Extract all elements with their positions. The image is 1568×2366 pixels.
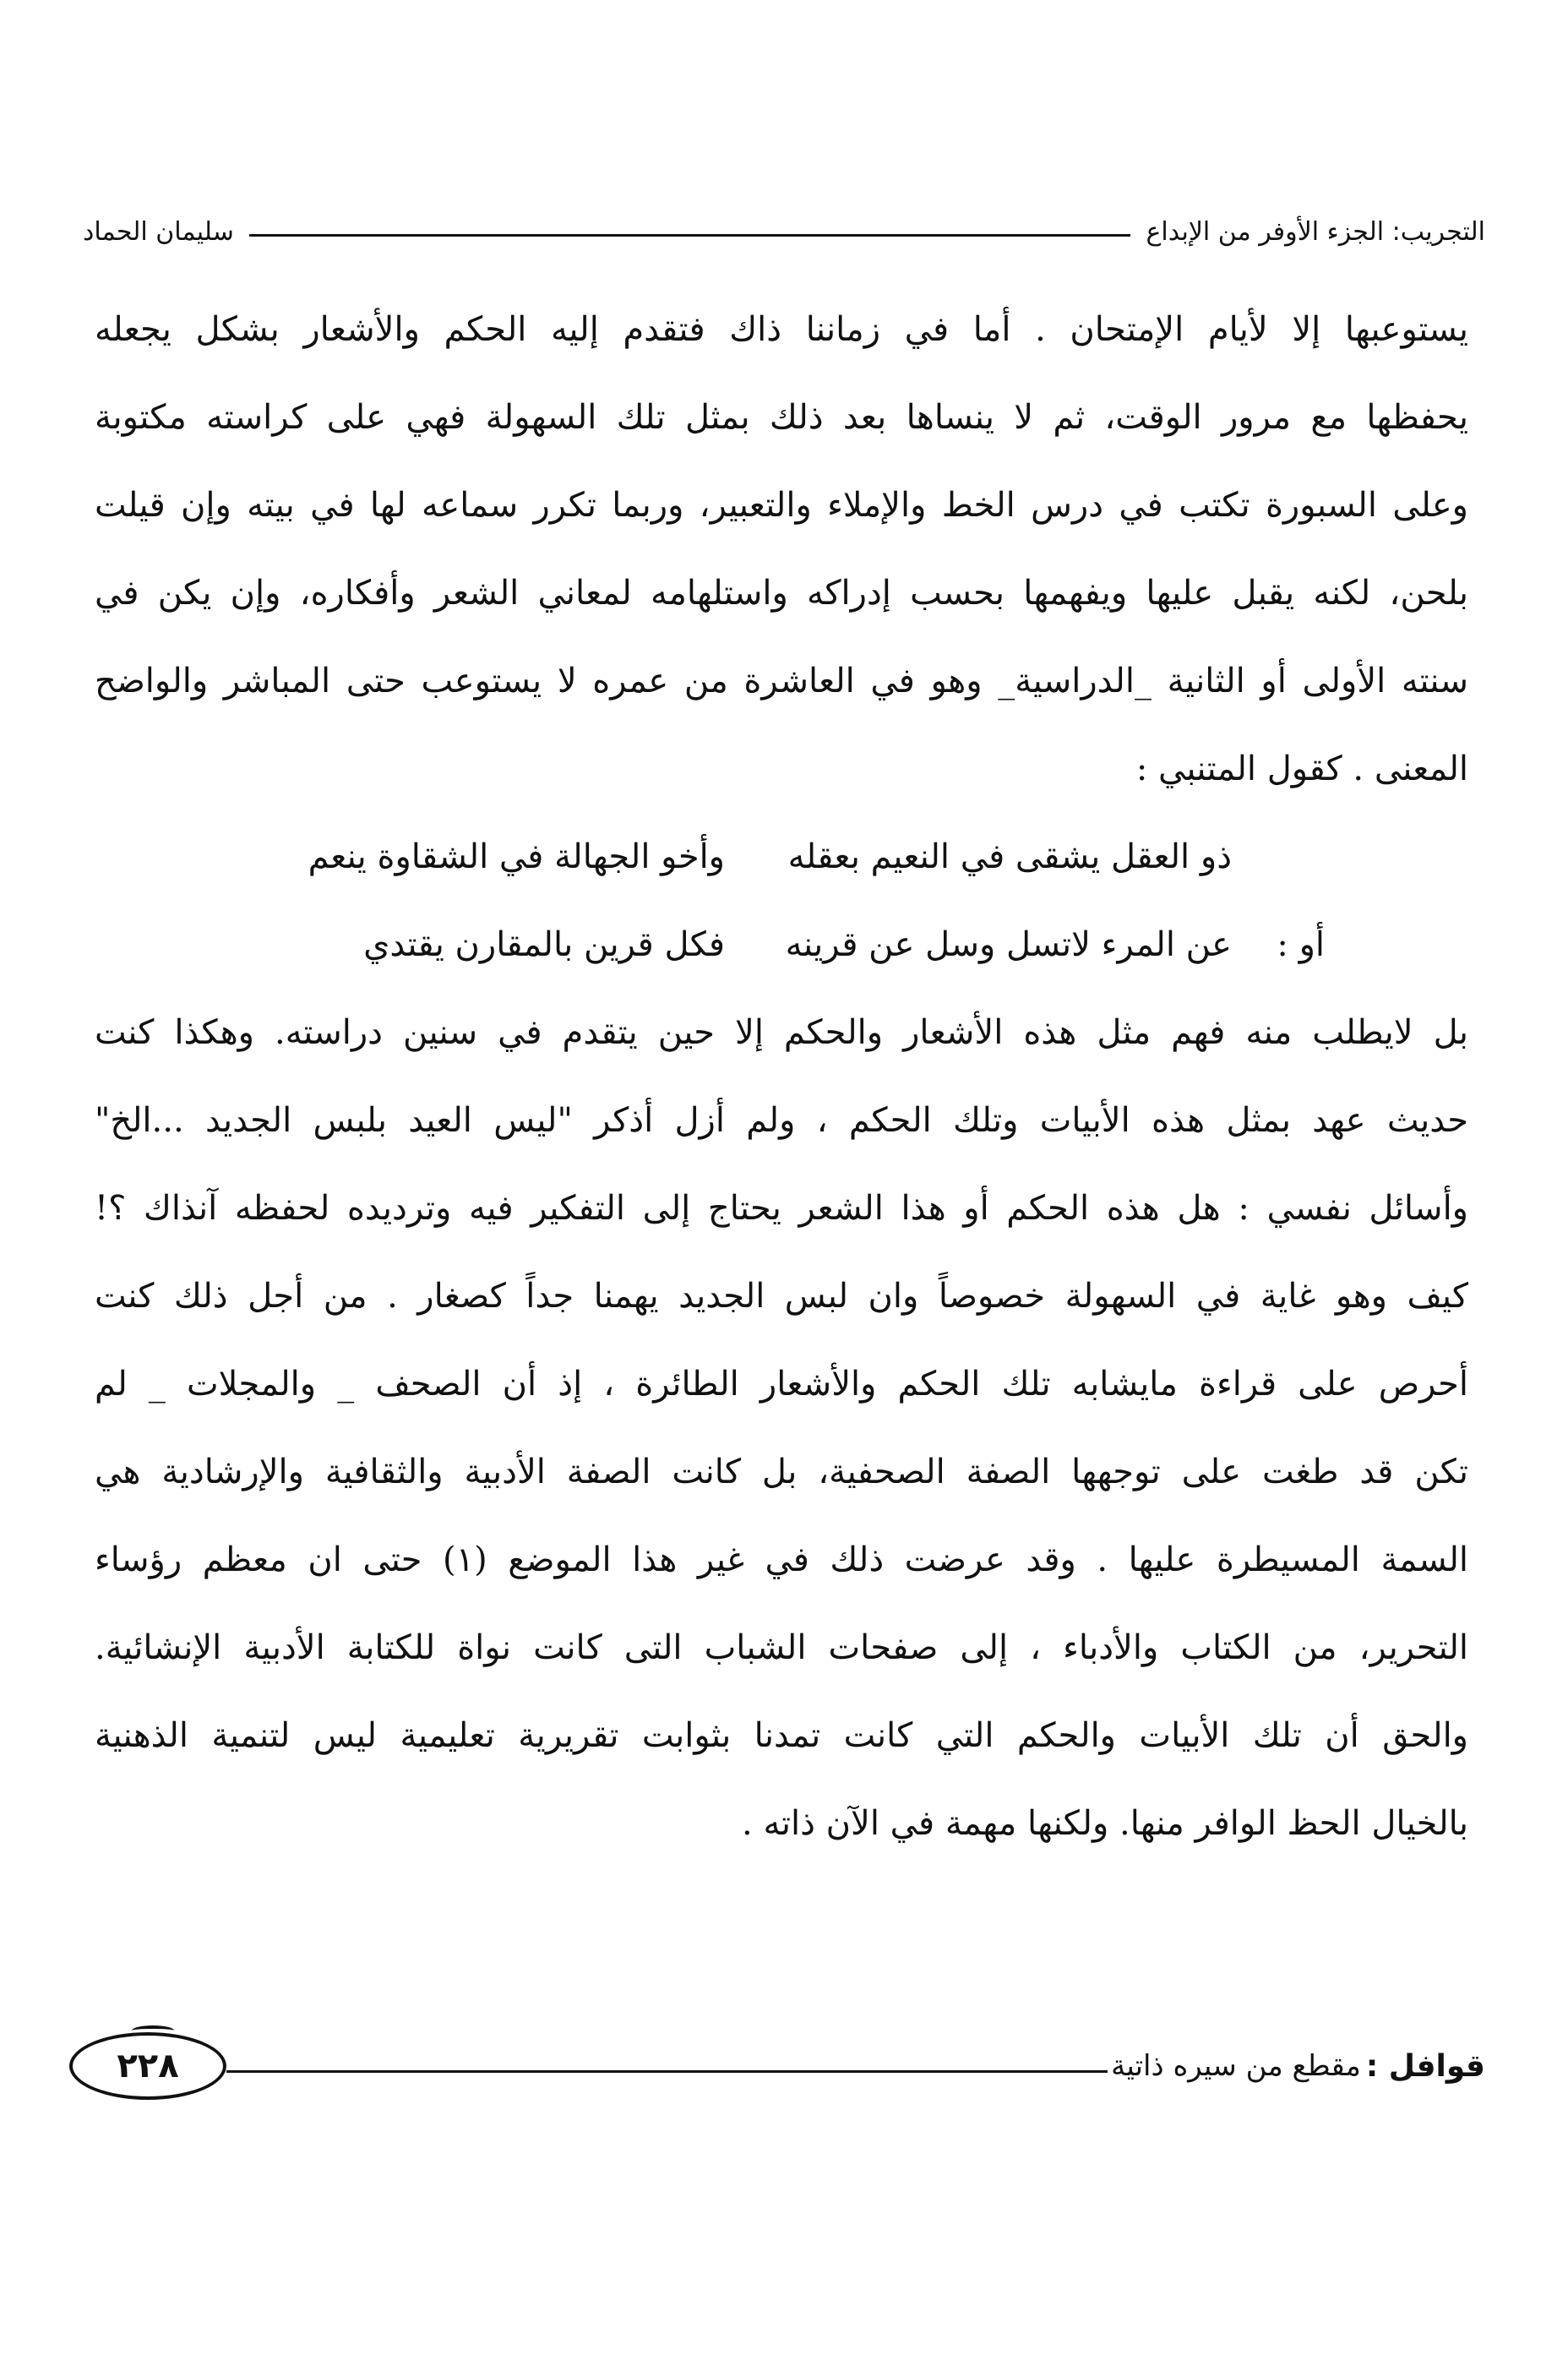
text-line: والحق أن تلك الأبيات والحكم التي كانت تمدنا بثوابت تقريرية تعليمية ليس لتنمية الذهنية (95, 1716, 1468, 1755)
text-line: حديث عهد بمثل هذه الأبيات وتلك الحكم ، ولم أزل أذكر "ليس العيد بلبس الجديد ...الخ" (95, 1101, 1468, 1140)
text-line: التحرير، من الكتاب والأدباء ، إلى صفحات الشباب التى كانت نواة للكتابة الأدبية الإنشائية. (95, 1628, 1468, 1667)
header-book-title: التجريب: الجزء الأوفر من الإبداع (1146, 216, 1485, 247)
footer-book-name: قوافل : (1365, 2048, 1485, 2084)
text-line: أحرص على قراءة مايشابه تلك الحكم والأشعار الطائرة ، إذ أن الصحف _ والمجلات _ لم (95, 1365, 1468, 1404)
verse-1-hemistich-2: وأخو الجهالة في الشقاوة ينعم (308, 837, 725, 876)
paragraph-1 (95, 286, 1468, 813)
text-line: بلحن، لكنه يقبل عليها ويفهمها بحسب إدراكه واستلهامه لمعاني الشعر وأفكاره، وإن يكن في (95, 574, 1468, 613)
main-text (95, 286, 1468, 1867)
page-number-badge (69, 2032, 226, 2100)
text-line: وعلى السبورة تكتب في درس الخط والإملاء والتعبير، وربما تكرر سماعه لها في بيته وإن قيلت (95, 486, 1468, 525)
text-line: تكن قد طغت على توجهها الصفة الصحفية، بل كانت الصفة الأدبية والثقافية والإرشادية هي (95, 1453, 1468, 1491)
header-author: سليمان الحماد (83, 216, 234, 247)
verse-2 (95, 901, 1468, 989)
running-header (83, 206, 1485, 257)
verse-2-hemistich-2: فكل قرين بالمقارن يقتدي (363, 925, 725, 964)
verse-1-hemistich-1: ذو العقل يشقى في النعيم بعقله (787, 837, 1232, 876)
text-line: بل لايطلب منه فهم مثل هذه الأشعار والحكم إلا حين يتقدم في سنين دراسته. وهكذا كنت (95, 1013, 1468, 1052)
verse-2-hemistich-1: عن المرء لاتسل وسل عن قرينه (785, 925, 1232, 964)
text-line: سنته الأولى أو الثانية _الدراسية_ وهو في العاشرة من عمره لا يستوعب حتى المباشر والواضح (95, 662, 1469, 701)
text-line: بالخيال الحظ الوافر منها. ولكنها مهمة في الآن ذاته . (742, 1804, 1468, 1843)
text-line: المعنى . كقول المتنبي : (1135, 750, 1468, 788)
running-footer (69, 2020, 1485, 2112)
verse-1 (95, 813, 1468, 901)
footer-subtitle: مقطع من سيره ذاتية (1111, 2049, 1361, 2083)
paragraph-2 (95, 989, 1468, 1867)
header-rule (249, 234, 1131, 237)
page-number: ٢٢٨ (117, 2047, 179, 2085)
text-line: وأسائل نفسي : هل هذه الحكم أو هذا الشعر يحتاج إلى التفكير فيه وترديده لحفظه آنذاك ؟! (95, 1189, 1468, 1228)
text-line: يستوعبها إلا لأيام الإمتحان . أما في زماننا ذاك فتقدم إليه الحكم والأشعار بشكل يجعله (95, 310, 1468, 349)
text-line: يحفظها مع مرور الوقت، ثم لا ينساها بعد ذلك بمثل تلك السهولة فهي على كراسته مكتوبة (95, 398, 1468, 437)
text-line: السمة المسيطرة عليها . وقد عرضت ذلك في غير هذا الموضع (١) حتى ان معظم رؤساء (95, 1540, 1469, 1579)
footer-rule (226, 2070, 1108, 2073)
text-line: كيف وهو غاية في السهولة خصوصاً وان لبس الجديد يهمنا جداً كصغار . من أجل ذلك كنت (95, 1277, 1468, 1316)
verse-2-lead: أو : (1277, 925, 1325, 964)
